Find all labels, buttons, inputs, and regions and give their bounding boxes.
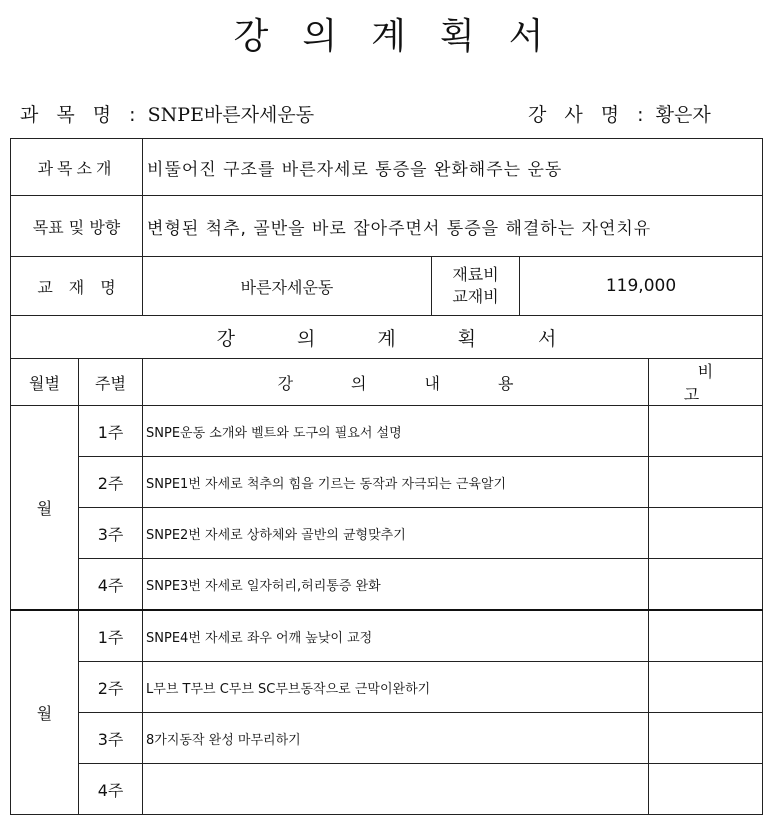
table-row [11,610,763,662]
week-cell: 3주 [79,713,143,764]
header-note: 비고 [649,359,763,406]
week-cell: 4주 [79,559,143,611]
note-cell [649,406,763,457]
note-cell [649,713,763,764]
note-cell [649,662,763,713]
table-row [11,713,763,764]
content-cell [143,764,649,815]
material-cost-label: 재료비 [452,265,499,284]
month-cell: 월 [11,406,79,611]
table-row [11,406,763,457]
week-cell: 2주 [79,457,143,508]
content-cell: SNPE3번 자세로 일자허리,허리통증 완화 [143,559,649,611]
cost-value: 119,000 [520,257,763,316]
note-cell [649,764,763,815]
content-cell: SNPE4번 자세로 좌우 어깨 높낮이 교정 [143,610,649,662]
cost-label [432,257,520,316]
textbook-label: 교재명 [11,257,143,316]
table-row [11,559,763,611]
plan-header-row [11,359,763,406]
plan-title-row [11,316,763,359]
meta-row [20,100,760,130]
textbook-name: 바른자세운동 [143,257,432,316]
week-cell: 2주 [79,662,143,713]
note-cell [649,457,763,508]
course-meta [20,100,314,127]
content-cell: SNPE1번 자세로 척추의 힘을 기르는 동작과 자극되는 근육알기 [143,457,649,508]
content-cell: L무브 T무브 C무브 SC무브동작으로 근막이완하기 [143,662,649,713]
week-cell: 1주 [79,406,143,457]
instructor-name: 황은자 [655,104,711,126]
goal-label: 목표 및 방향 [11,196,143,257]
intro-label: 과목소개 [11,139,143,196]
textbook-cost-label: 교재비 [452,287,499,306]
goal-text: 변형된 척추, 골반을 바로 잡아주면서 통증을 해결하는 자연치유 [143,196,763,257]
course-label: 과 목 명 : [20,104,142,126]
course-name: SNPE바른자세운동 [147,104,315,126]
plan-section-title: 강의계획서 [11,316,763,359]
intro-text: 비뚤어진 구조를 바른자세로 통증을 완화해주는 운동 [143,139,763,196]
week-cell: 4주 [79,764,143,815]
intro-row [11,139,763,196]
textbook-row [11,257,763,316]
table-row [11,764,763,815]
header-month: 월별 [11,359,79,406]
week-cell: 1주 [79,610,143,662]
table-row [11,457,763,508]
syllabus-table [10,138,763,815]
goal-row [11,196,763,257]
note-cell [649,508,763,559]
header-content: 강의내용 [143,359,649,406]
header-week: 주별 [79,359,143,406]
week-cell: 3주 [79,508,143,559]
table-row [11,662,763,713]
content-cell: SNPE2번 자세로 상하체와 골반의 균형맞추기 [143,508,649,559]
instructor-meta [528,100,711,127]
table-row [11,508,763,559]
note-cell [649,559,763,611]
document-title: 강의계획서 [233,16,578,57]
instructor-label: 강 사 명 : [528,104,650,126]
month-cell: 월 [11,610,79,815]
content-cell: 8가지동작 완성 마무리하기 [143,713,649,764]
content-cell: SNPE운동 소개와 벨트와 도구의 필요서 설명 [143,406,649,457]
note-cell [649,610,763,662]
